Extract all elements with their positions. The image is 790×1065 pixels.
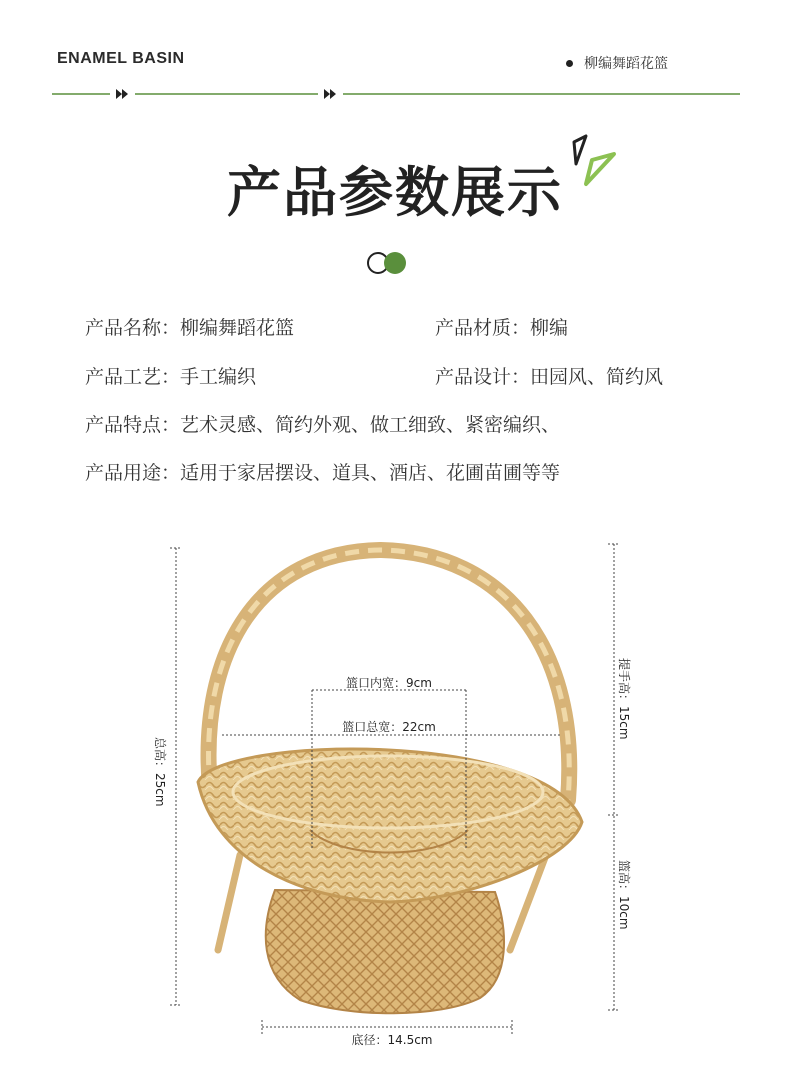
spec-label: 产品材质： [435,316,531,339]
decor-strokes-icon [566,132,622,192]
bullet-icon [566,60,573,67]
spec-label: 产品名称： [85,316,181,339]
double-arrow-icon [324,89,336,99]
dim-mouth-width: 篮口总宽：22cm [342,720,436,734]
header-divider [52,85,740,103]
spec-value: 适用于家居摆设、道具、酒店、花圃苗圃等等 [180,461,561,484]
spec-value: 柳编舞蹈花篮 [180,316,295,339]
spec-craft [85,362,256,388]
spec-label: 产品设计： [435,365,531,388]
spec-value: 艺术灵感、简约外观、做工细致、紧密编织、 [180,413,561,436]
section-title: 产品参数展示 [227,160,563,224]
spec-material [435,313,568,339]
dim-total-height: 总高：25cm [153,737,167,807]
spec-usage [85,458,560,484]
spec-name [85,313,294,339]
basket-dimension-diagram [150,530,650,1055]
dim-basket-height: 篮高：10cm [617,860,631,930]
spec-label: 产品特点： [85,413,181,436]
breadcrumb-label: 柳编舞蹈花篮 [584,56,668,72]
spec-value: 田园风、简约风 [530,365,664,388]
spec-features [85,410,560,436]
dim-inner-width: 篮口内宽：9cm [346,676,432,690]
dim-handle-height: 提手高：15cm [617,658,631,740]
basket-photo [198,550,582,1013]
decor-circles-icon [365,250,411,276]
spec-value: 柳编 [530,316,569,339]
breadcrumb [566,53,668,73]
spec-label: 产品用途： [85,461,181,484]
spec-label: 产品工艺： [85,365,181,388]
spec-value: 手工编织 [180,365,257,388]
double-arrow-icon [116,89,128,99]
brand-name: ENAMEL BASIN [57,50,185,67]
spec-design [435,362,663,388]
dim-base-diameter: 底径：14.5cm [351,1033,433,1047]
